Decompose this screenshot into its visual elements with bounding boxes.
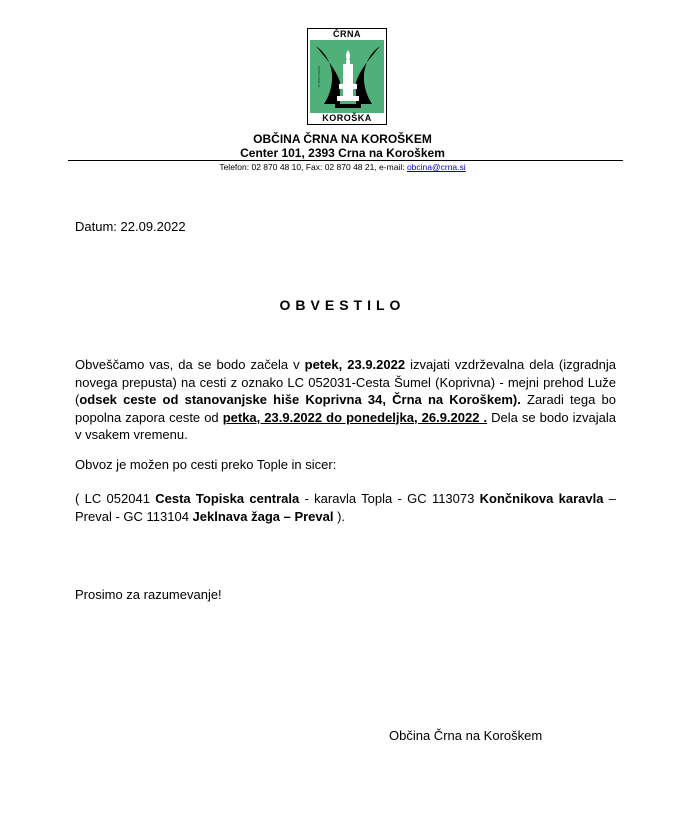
text-span: – Preval - GC 113104 xyxy=(75,491,616,524)
detour-intro: Obvoz je možen po cesti preko Tople in sicer: xyxy=(75,457,337,472)
closing-request: Prosimo za razumevanje! xyxy=(75,587,222,602)
municipality-logo xyxy=(307,28,387,125)
text-span: izvajati vzdrževalna dela (izgradnja novega prepusta) na cesti z oznako LC 052031-Cesta Šumel (Koprivna) - mejni prehod Luže ( xyxy=(75,357,616,407)
contact-phone-fax: Telefon: 02 870 48 10, Fax: 02 870 48 21, e-mail: xyxy=(219,162,407,172)
email-link[interactable]: obcina@crna.si xyxy=(406,162,466,172)
logo-top-text: ČRNA xyxy=(333,29,361,39)
municipality-address: Center 101, 2393 Crna na Koroškem xyxy=(240,146,445,160)
logo-side-text: www.crna.si xyxy=(317,65,322,88)
document-title: OBVESTILO xyxy=(279,297,406,313)
text-span: Dela se bodo izvajala v vsakem vremenu. xyxy=(75,409,616,442)
bold-road-name: Končnikova karavla xyxy=(479,491,604,506)
document-date: Datum: 22.09.2022 xyxy=(75,219,186,234)
municipality-name: OBČINA ČRNA NA KOROŠKEM xyxy=(253,132,432,146)
notice-paragraph xyxy=(75,356,616,444)
signature: Občina Črna na Koroškem xyxy=(389,728,543,743)
logo-emblem xyxy=(310,40,384,113)
text-span: Zaradi tega bo popolna zapora ceste od xyxy=(75,392,616,425)
text-span: ( LC 052041 xyxy=(75,491,156,506)
header-divider xyxy=(68,160,623,161)
bold-road-name: Cesta Topiska centrala xyxy=(155,491,300,506)
contact-line xyxy=(0,162,685,172)
bold-road-section: odsek ceste od stanovanjske hiše Koprivna 34, Črna na Koroškem). xyxy=(79,392,521,407)
bold-closure-period: petka, 23.9.2022 do ponedeljka, 26.9.2022 . xyxy=(222,409,488,425)
bold-road-name: Jeklnava žaga – Preval xyxy=(192,508,334,524)
text-span: - karavla Topla - GC 113073 xyxy=(299,491,480,506)
logo-bottom-text: KOROŠKA xyxy=(322,113,372,123)
text-span: Obveščamo vas, da se bodo začela v xyxy=(75,357,305,372)
bold-date: petek, 23.9.2022 xyxy=(304,357,406,372)
text-span: ). xyxy=(333,508,346,524)
detour-route xyxy=(75,490,616,525)
